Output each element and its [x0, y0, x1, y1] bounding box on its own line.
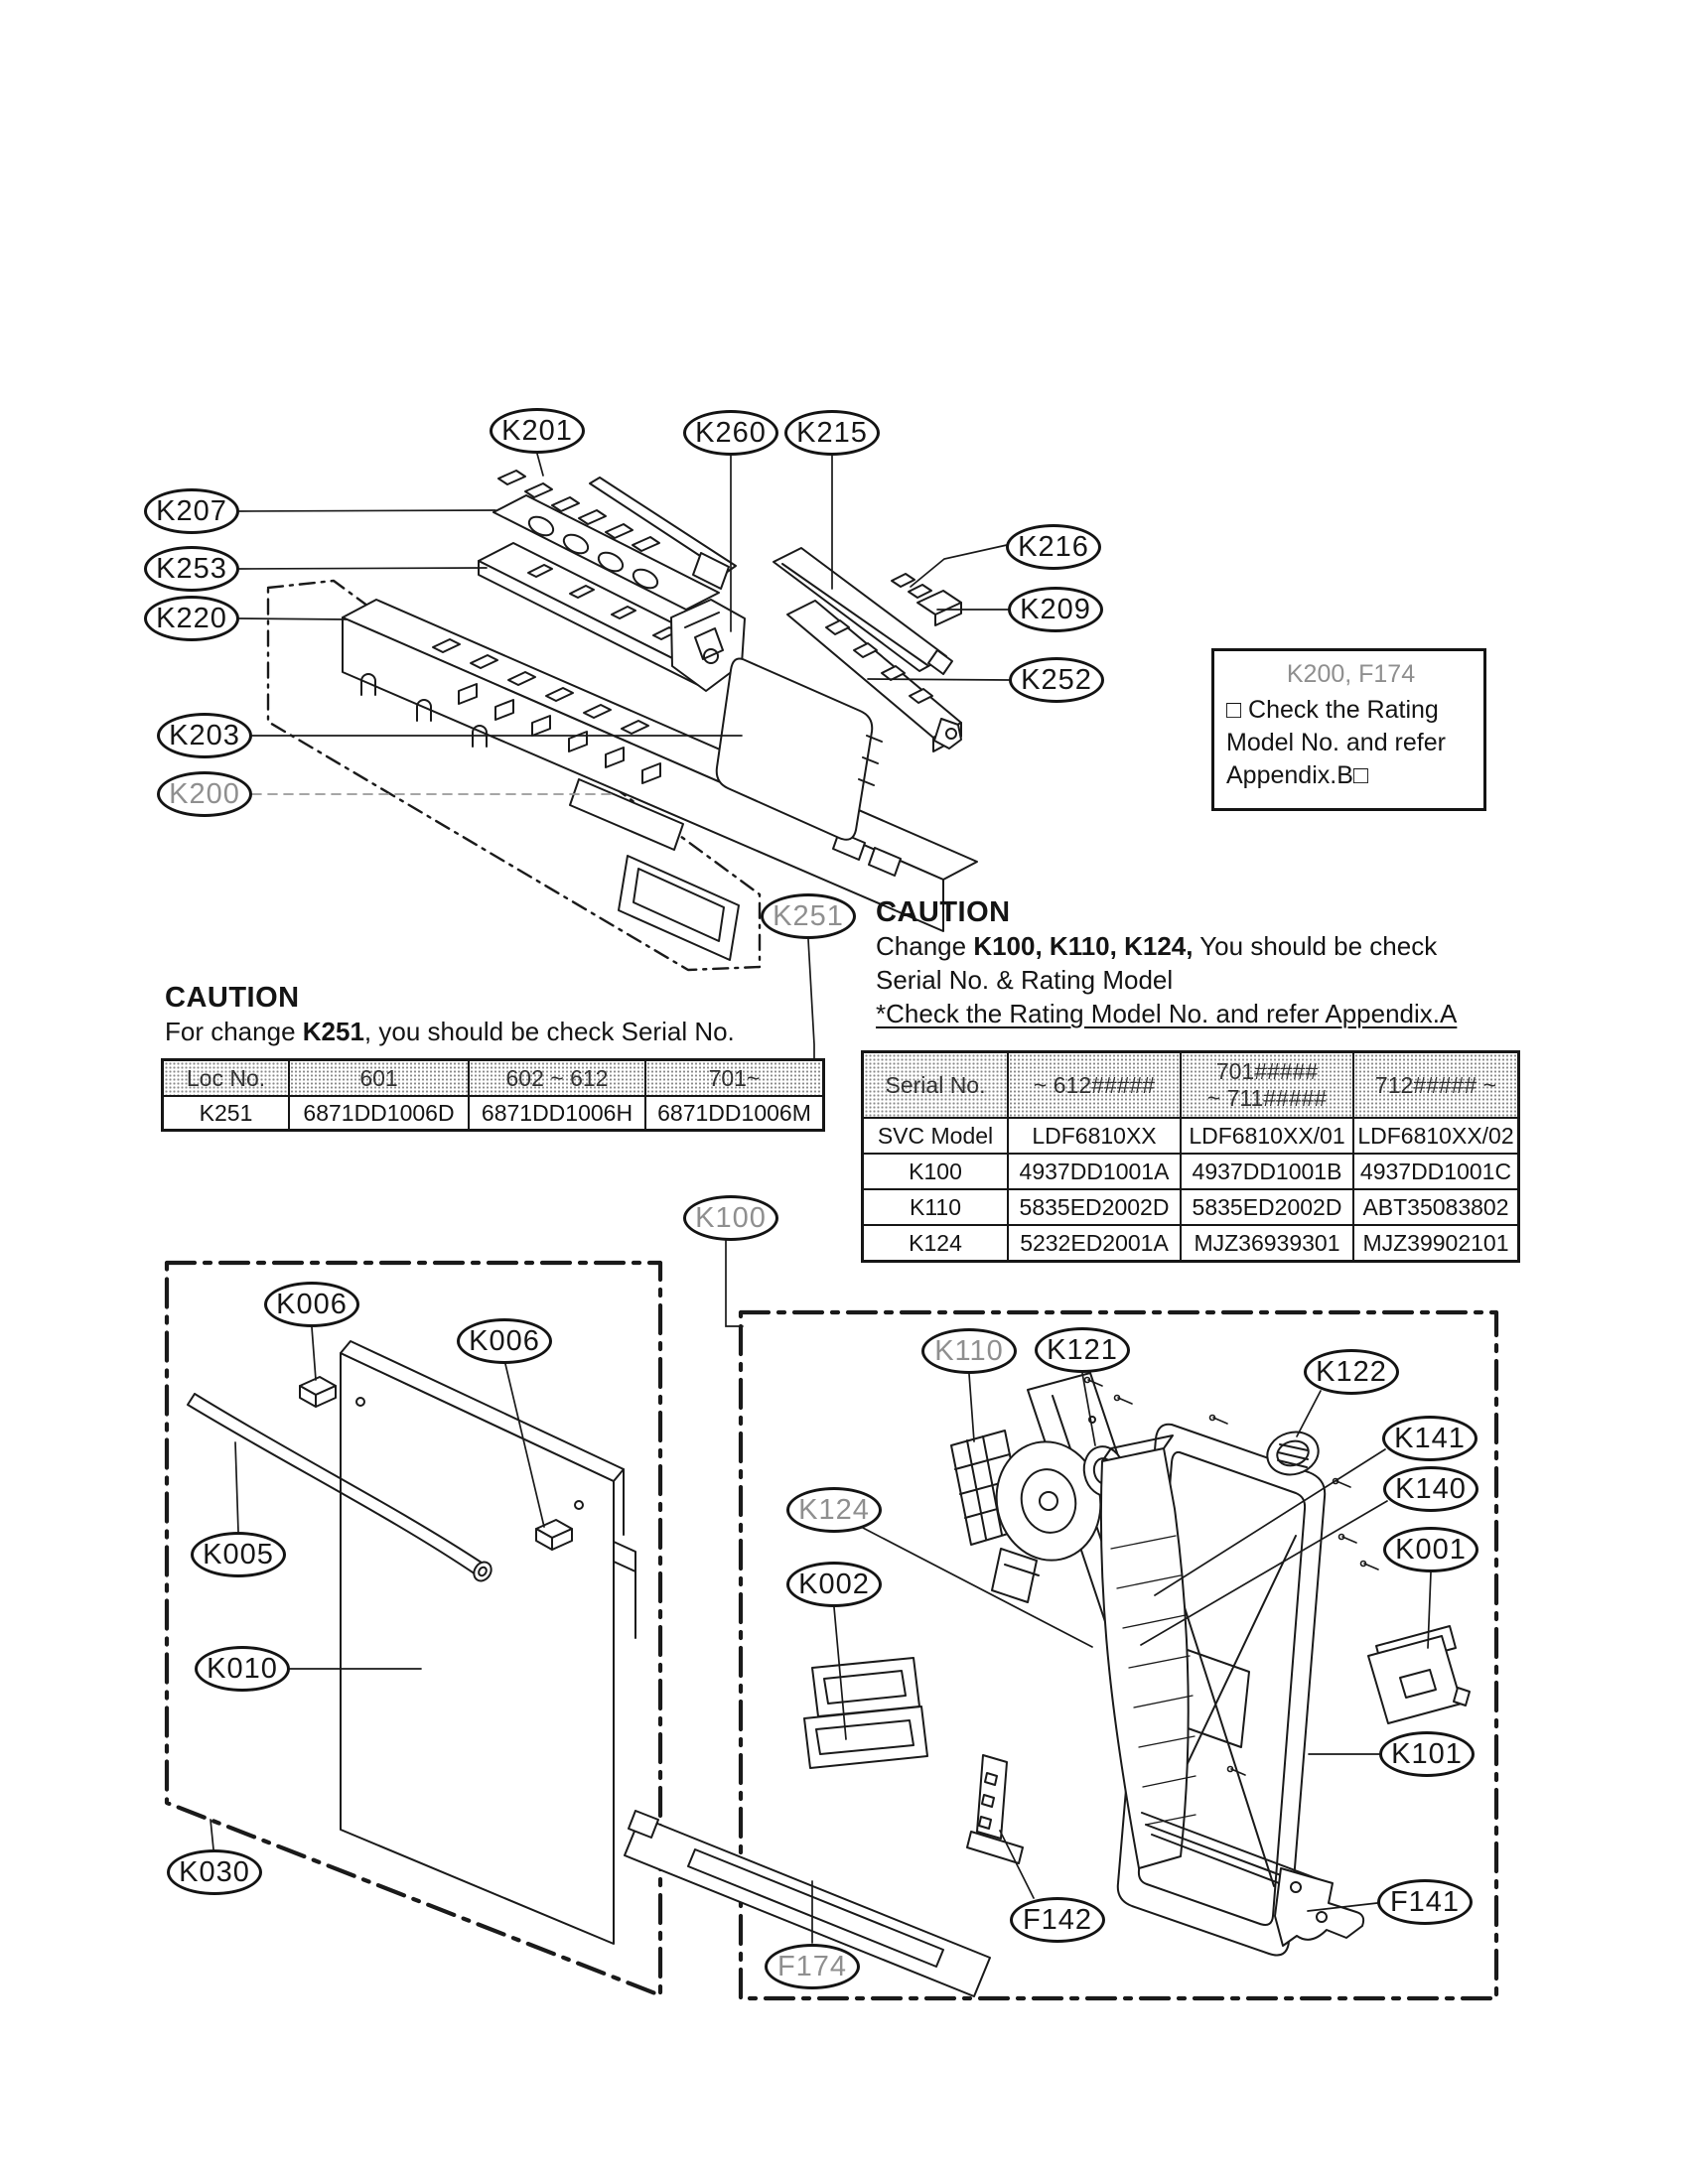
callout-K220: K220 [144, 596, 239, 641]
table-cell: MJZ39902101 [1353, 1225, 1519, 1262]
table-cell: K100 [863, 1154, 1009, 1189]
callout-K251: K251 [761, 893, 856, 939]
caution-left [165, 982, 735, 1048]
table-cell: 6871DD1006H [469, 1096, 645, 1131]
table-cell: 601 [289, 1060, 469, 1097]
rating-note-line: Model No. and refer [1226, 729, 1446, 756]
k251-serial-table [161, 1058, 825, 1132]
callout-K124: K124 [786, 1487, 882, 1533]
table-cell: MJZ36939301 [1181, 1225, 1353, 1262]
table-cell: K124 [863, 1225, 1009, 1262]
table-cell: 6871DD1006M [645, 1096, 824, 1131]
callout-K030: K030 [167, 1849, 262, 1895]
caution-right-line1: Change K100, K110, K124, You should be check [876, 931, 1438, 961]
table-cell: 5835ED2002D [1008, 1189, 1181, 1225]
table-cell: LDF6810XX/02 [1353, 1118, 1519, 1154]
table-cell: SVC Model [863, 1118, 1009, 1154]
caution-left-text: For change K251, you should be check Serial No. [165, 1017, 735, 1046]
callout-K201: K201 [490, 408, 585, 454]
table-cell: 701~ [645, 1060, 824, 1097]
door-inner-assembly-art [625, 1312, 1496, 1998]
table-cell [1181, 1052, 1353, 1119]
svc-table-row [863, 1154, 1519, 1189]
svc-table-row [863, 1225, 1519, 1262]
svc-table-header-row [863, 1052, 1519, 1119]
caution-right [876, 896, 1457, 1030]
rating-note-line: Appendix.B□ [1226, 761, 1368, 789]
callout-F142: F142 [1010, 1897, 1105, 1943]
svc-table-row [863, 1189, 1519, 1225]
table-cell: LDF6810XX/01 [1181, 1118, 1353, 1154]
sub-pcb [619, 856, 739, 960]
k251-table-header-row [163, 1060, 824, 1097]
caution-right-line2: Serial No. & Rating Model [876, 965, 1174, 995]
rating-note-box [1211, 648, 1486, 811]
table-cell: ~ 612##### [1008, 1052, 1181, 1119]
table-cell: 5232ED2001A [1008, 1225, 1181, 1262]
callout-K100: K100 [683, 1195, 778, 1241]
rating-note-title: K200, F174 [1286, 660, 1416, 688]
callout-K207: K207 [144, 488, 239, 534]
table-cell: Loc No. [163, 1060, 290, 1097]
table-cell: 4937DD1001A [1008, 1154, 1181, 1189]
header-line: 701##### [1215, 1058, 1319, 1084]
callout-K006-b: K006 [457, 1318, 552, 1364]
table-cell: ABT35083802 [1353, 1189, 1519, 1225]
table-cell: K110 [863, 1189, 1009, 1225]
callout-K001: K001 [1383, 1527, 1478, 1572]
svc-model-parts-table [861, 1050, 1520, 1263]
caution-left-heading: CAUTION [165, 982, 300, 1014]
callout-K122: K122 [1304, 1349, 1399, 1395]
callout-K203: K203 [157, 713, 252, 758]
table-cell: 5835ED2002D [1181, 1189, 1353, 1225]
callout-K101: K101 [1379, 1731, 1475, 1777]
callout-K110: K110 [921, 1328, 1017, 1374]
table-cell: 602 ~ 612 [469, 1060, 645, 1097]
callout-K216: K216 [1006, 524, 1101, 570]
callout-K010: K010 [195, 1646, 290, 1692]
table-cell: LDF6810XX [1008, 1118, 1181, 1154]
control-panel-assembly-art [268, 471, 977, 970]
callout-K209: K209 [1008, 587, 1103, 632]
caution-right-line3: *Check the Rating Model No. and refer Appendix.A [876, 999, 1458, 1028]
callout-K006-a: K006 [264, 1282, 359, 1327]
rating-note-line: □ Check the Rating [1226, 696, 1439, 724]
table-cell: K251 [163, 1096, 290, 1131]
bracket-frame-2 [804, 1706, 927, 1768]
table-cell: 6871DD1006D [289, 1096, 469, 1131]
table-cell: 4937DD1001C [1353, 1154, 1519, 1189]
table-cell: 4937DD1001B [1181, 1154, 1353, 1189]
callout-K260: K260 [683, 410, 778, 456]
hinge-hook [1275, 1868, 1363, 1946]
callout-K005: K005 [191, 1532, 286, 1577]
callout-K141: K141 [1382, 1416, 1477, 1461]
callout-K140: K140 [1383, 1466, 1478, 1512]
caution-right-heading: CAUTION [876, 896, 1011, 928]
callout-K002: K002 [786, 1562, 882, 1607]
callout-F141: F141 [1377, 1879, 1473, 1925]
callout-K200: K200 [157, 771, 252, 817]
k251-table-row [163, 1096, 824, 1131]
callout-F174: F174 [765, 1944, 860, 1989]
callout-K253: K253 [144, 546, 239, 592]
table-cell: Serial No. [863, 1052, 1009, 1119]
callout-K121: K121 [1035, 1327, 1130, 1373]
callout-K215: K215 [784, 410, 880, 456]
svc-table-row [863, 1118, 1519, 1154]
door-panel-front [341, 1353, 614, 1944]
table-cell: 712##### ~ [1353, 1052, 1519, 1119]
callout-K252: K252 [1009, 657, 1104, 703]
header-line: ~ 711##### [1206, 1085, 1328, 1111]
